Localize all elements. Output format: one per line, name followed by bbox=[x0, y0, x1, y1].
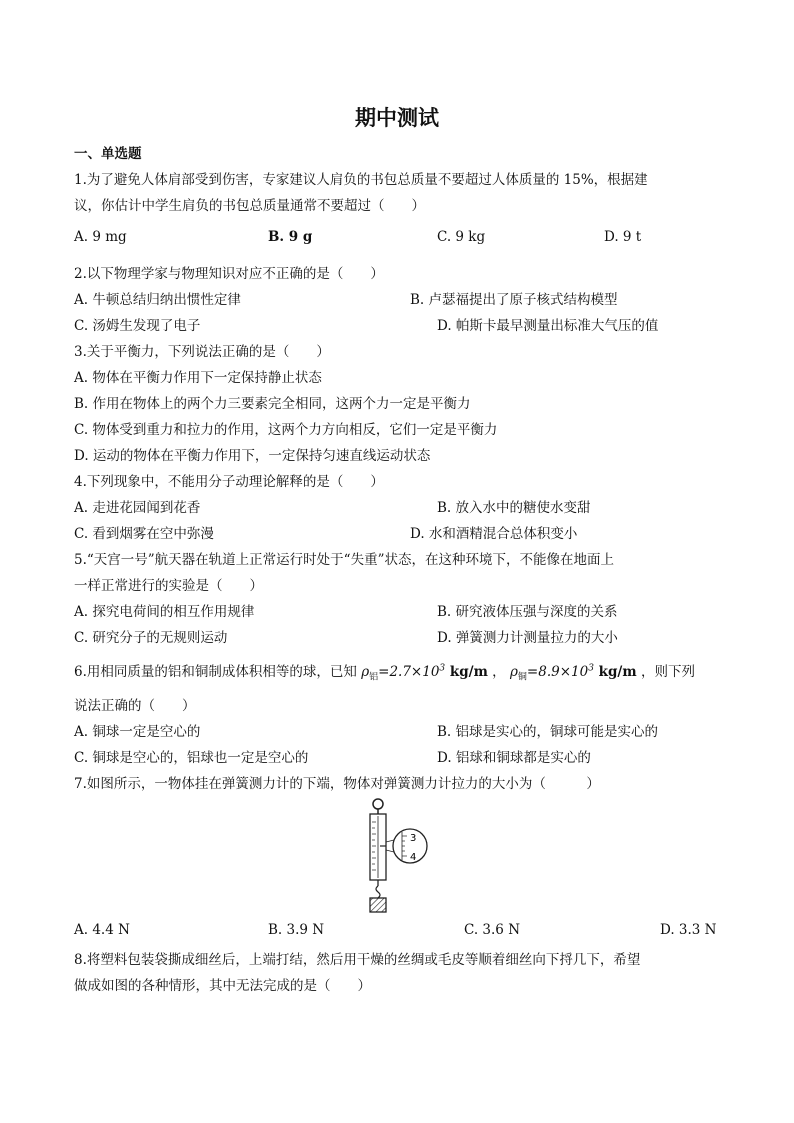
q7-option-c: C. 3.6 N bbox=[464, 922, 521, 938]
q3-option-c: C. 物体受到重力和拉力的作用，这两个力方向相反，它们一定是平衡力 bbox=[74, 422, 498, 438]
q6-pre: 6.用相同质量的铝和铜制成体积相等的球，已知 bbox=[74, 664, 357, 680]
density-al-value: =2.7×10 bbox=[378, 664, 440, 680]
q1-line1: 1.为了避免人体肩部受到伤害，专家建议人肩负的书包总质量不要超过人体质量的 15%，根据建 bbox=[74, 172, 648, 188]
q4-option-c: C. 看到烟雾在空中弥漫 bbox=[74, 526, 214, 542]
bottom-hook bbox=[376, 886, 380, 898]
hook-ring bbox=[373, 799, 383, 809]
density-cu-exponent: 3 bbox=[588, 663, 594, 674]
rho-subscript-cu: 铜 bbox=[517, 672, 527, 683]
q1-option-c: C. 9 kg bbox=[437, 229, 486, 245]
q5-option-d: D. 弹簧测力计测量拉力的大小 bbox=[437, 630, 618, 646]
q6-option-a: A. 铜球一定是空心的 bbox=[74, 724, 201, 740]
q4-option-a: A. 走进花园闻到花香 bbox=[74, 500, 201, 516]
hanging-weight bbox=[370, 898, 386, 912]
q2-option-d: D. 帕斯卡最早测量出标准大气压的值 bbox=[437, 318, 659, 334]
q6-line1 bbox=[74, 660, 695, 683]
q8-line2: 做成如图的各种情形，其中无法完成的是（ ） bbox=[74, 978, 371, 994]
q1-option-b: B. 9 g bbox=[268, 229, 313, 245]
q3-stem: 3.关于平衡力，下列说法正确的是（ ） bbox=[74, 344, 330, 360]
q7-option-d: D. 3.3 N bbox=[660, 922, 717, 938]
magnified-mark-3: 3 bbox=[410, 833, 417, 844]
q5-option-a: A. 探究电荷间的相互作用规律 bbox=[74, 604, 255, 620]
rho-symbol: ρ bbox=[509, 664, 518, 680]
q5-line1: 5.“天宫一号”航天器在轨道上正常运行时处于“失重”状态，在这种环境下，不能像在地面上 bbox=[74, 552, 614, 568]
q8-line1: 8.将塑料包装袋撕成细丝后，上端打结，然后用干燥的丝绸或毛皮等顺着细丝向下捋几下，希望 bbox=[74, 952, 641, 968]
q7-stem: 7.如图所示，一物体挂在弹簧测力计的下端，物体对弹簧测力计拉力的大小为（ ） bbox=[74, 776, 600, 792]
q2-option-a: A. 牛顿总结归纳出惯性定律 bbox=[74, 292, 241, 308]
q1-option-a: A. 9 mg bbox=[74, 229, 127, 245]
magnified-mark-4: 4 bbox=[410, 852, 417, 863]
q2-stem: 2.以下物理学家与物理知识对应不正确的是（ ） bbox=[74, 266, 384, 282]
q6-line2: 说法正确的（ ） bbox=[74, 698, 196, 714]
rho-symbol: ρ bbox=[361, 664, 370, 680]
spring-scale-figure bbox=[350, 796, 440, 914]
density-aluminum-formula bbox=[361, 663, 488, 683]
density-al-unit: kg/m bbox=[445, 664, 488, 680]
density-copper-formula bbox=[509, 663, 637, 683]
q6-post: ，则下列 bbox=[640, 664, 695, 680]
density-cu-value: =8.9×10 bbox=[526, 664, 589, 680]
q6-option-b: B. 铝球是实心的，铜球可能是实心的 bbox=[437, 724, 659, 740]
q2-option-c: C. 汤姆生发现了电子 bbox=[74, 318, 201, 334]
section-heading: 一、单选题 bbox=[74, 146, 142, 162]
q1-line2: 议，你估计中学生肩负的书包总质量通常不要超过（ ） bbox=[74, 198, 425, 214]
q3-option-b: B. 作用在物体上的两个力三要素完全相同，这两个力一定是平衡力 bbox=[74, 396, 471, 412]
q6-option-d: D. 铝球和铜球都是实心的 bbox=[437, 750, 591, 766]
q4-option-d: D. 水和酒精混合总体积变小 bbox=[410, 526, 578, 542]
q5-option-c: C. 研究分子的无规则运动 bbox=[74, 630, 228, 646]
q1-option-d: D. 9 t bbox=[604, 229, 642, 245]
q7-option-b: B. 3.9 N bbox=[268, 922, 325, 938]
density-al-exponent: 3 bbox=[439, 663, 446, 674]
q3-option-a: A. 物体在平衡力作用下一定保持静止状态 bbox=[74, 370, 322, 386]
q4-stem: 4.下列现象中，不能用分子动理论解释的是（ ） bbox=[74, 474, 384, 490]
q7-option-a: A. 4.4 N bbox=[74, 922, 130, 938]
q5-option-b: B. 研究液体压强与深度的关系 bbox=[437, 604, 618, 620]
density-cu-unit: kg/m bbox=[593, 664, 637, 680]
q4-option-b: B. 放入水中的糖使水变甜 bbox=[437, 500, 591, 516]
q3-option-d: D. 运动的物体在平衡力作用下，一定保持匀速直线运动状态 bbox=[74, 448, 431, 464]
q2-option-b: B. 卢瑟福提出了原子核式结构模型 bbox=[410, 292, 618, 308]
q6-separator: ， bbox=[492, 664, 506, 680]
page-title: 期中测试 bbox=[355, 105, 439, 130]
q5-line2: 一样正常进行的实验是（ ） bbox=[74, 578, 263, 594]
rho-subscript-al: 铝 bbox=[369, 672, 379, 683]
q6-option-c: C. 铜球是空心的，铝球也一定是空心的 bbox=[74, 750, 309, 766]
